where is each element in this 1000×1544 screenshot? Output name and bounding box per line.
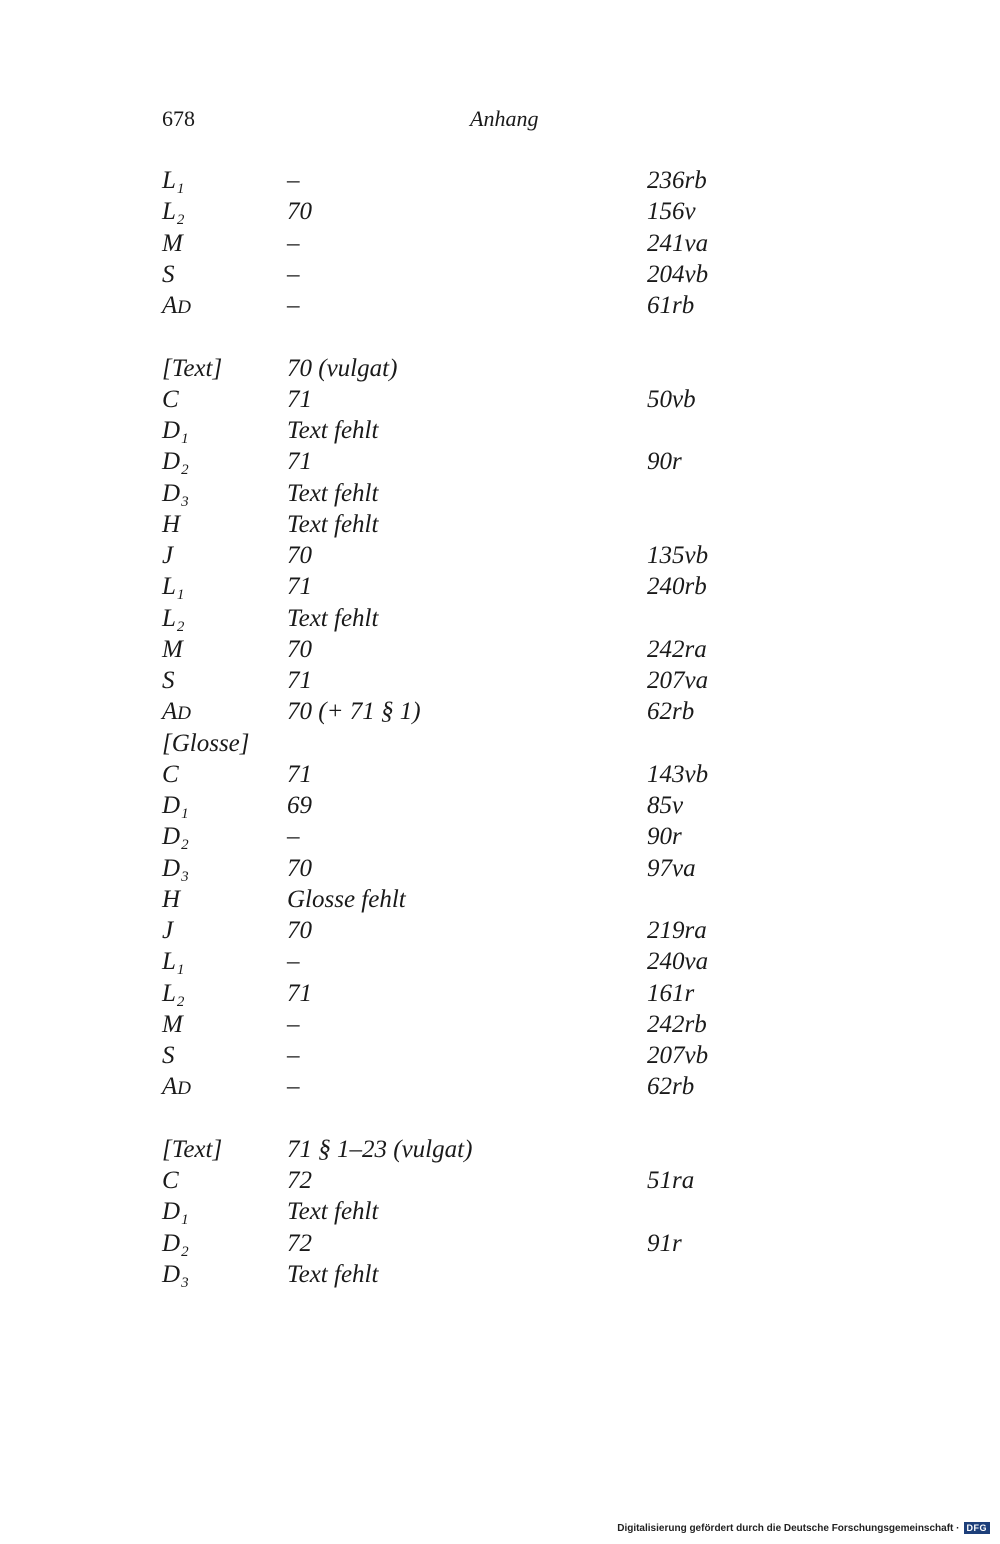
manuscript-siglum [162, 1165, 179, 1196]
concordance-row [162, 665, 862, 696]
chapter-reference: 71 [287, 448, 312, 476]
manuscript-siglum [162, 1134, 222, 1165]
manuscript-siglum [162, 978, 184, 1013]
manuscript-siglum [162, 884, 180, 915]
folio-reference: 97va [647, 854, 696, 882]
siglum-subscript: 3 [181, 1274, 189, 1291]
siglum-letter: C [162, 385, 179, 413]
section-spacer [162, 1103, 862, 1134]
chapter-reference: – [287, 292, 300, 319]
manuscript-siglum [162, 571, 184, 606]
section-spacer [162, 321, 862, 352]
chapter-reference: Text fehlt [287, 1198, 379, 1226]
concordance-row [162, 290, 862, 321]
concordance-row [162, 1165, 862, 1196]
concordance-row [162, 728, 862, 759]
siglum-letter: S [162, 1042, 175, 1069]
concordance-row [162, 696, 862, 727]
credit-text: Digitalisierung gefördert durch die Deutsche Forschungsgemeinschaft · [617, 1522, 960, 1534]
folio-reference: 61rb [647, 292, 695, 319]
manuscript-siglum [162, 290, 191, 323]
manuscript-siglum [162, 915, 173, 946]
manuscript-siglum [162, 353, 222, 384]
siglum-letter: S [162, 260, 175, 288]
manuscript-siglum [162, 946, 184, 981]
folio-reference: 90r [647, 448, 682, 476]
manuscript-siglum [162, 540, 173, 571]
manuscript-siglum [162, 228, 183, 259]
folio-reference: 156v [647, 198, 696, 226]
folio-reference: 242rb [647, 1010, 707, 1038]
folio-reference: 62rb [647, 698, 695, 726]
chapter-reference: 71 § 1–23 (vulgat) [287, 1135, 473, 1163]
siglum-subscript: 2 [176, 993, 185, 1010]
manuscript-siglum [162, 790, 189, 825]
concordance-row [162, 478, 862, 509]
chapter-reference: 70 [287, 917, 312, 944]
siglum-letter: H [162, 510, 181, 538]
manuscript-siglum [162, 165, 184, 200]
folio-reference: 236rb [647, 167, 707, 194]
siglum-subscript: 3 [181, 493, 189, 510]
chapter-reference: 70 [287, 542, 312, 569]
siglum-letter: M [162, 635, 183, 663]
manuscript-siglum [162, 384, 179, 415]
siglum-subscript: 2 [181, 1243, 189, 1260]
concordance-row [162, 259, 862, 290]
chapter-reference: 70 [287, 635, 312, 663]
manuscript-siglum [162, 509, 180, 540]
concordance-row [162, 353, 862, 384]
siglum-subscript: 1 [176, 587, 185, 604]
siglum-letter: D [162, 854, 181, 882]
siglum-letter: C [162, 760, 179, 788]
chapter-reference: 71 [287, 760, 312, 788]
digitization-credit [617, 1522, 990, 1534]
concordance-row [162, 1134, 862, 1165]
chapter-reference: 72 [287, 1229, 312, 1257]
siglum-letter: J [162, 542, 174, 569]
folio-reference: 207vb [647, 1042, 709, 1069]
siglum-letter: A [162, 698, 178, 726]
siglum-letter: C [162, 1167, 179, 1194]
dfg-logo: DFG [964, 1522, 991, 1534]
chapter-reference: – [287, 823, 300, 851]
concordance-row [162, 571, 862, 602]
concordance-row [162, 603, 862, 634]
siglum-letter: D [162, 823, 181, 851]
siglum-letter: D [162, 479, 181, 507]
concordance-row [162, 165, 862, 196]
siglum-letter: D [162, 1260, 181, 1288]
siglum-letter: J [162, 917, 174, 944]
chapter-reference: 70 (vulgat) [287, 354, 398, 382]
folio-reference: 161r [647, 979, 695, 1007]
manuscript-siglum [162, 478, 189, 513]
folio-reference: 91r [647, 1229, 682, 1257]
siglum-letter: M [162, 229, 183, 257]
siglum-letter: L [162, 979, 176, 1007]
siglum-letter: S [162, 667, 175, 694]
chapter-reference: 71 [287, 667, 312, 694]
siglum-letter: L [162, 948, 176, 976]
concordance-row [162, 915, 862, 946]
siglum-subscript: 1 [181, 1212, 189, 1229]
siglum-letter: D [162, 448, 181, 476]
siglum-letter: [Text] [162, 354, 223, 382]
siglum-subscript: 1 [181, 431, 189, 447]
chapter-reference: 69 [287, 792, 312, 819]
chapter-reference: – [287, 1010, 300, 1038]
page-header [162, 106, 842, 136]
chapter-reference: – [287, 948, 300, 976]
chapter-reference: Text fehlt [287, 479, 379, 507]
folio-reference: 219ra [647, 917, 707, 944]
folio-reference: 207va [647, 667, 709, 694]
manuscript-siglum [162, 196, 184, 231]
siglum-letter: D [162, 792, 181, 819]
chapter-reference: Text fehlt [287, 1260, 379, 1288]
siglum-small-caps: D [177, 297, 192, 318]
folio-reference: 204vb [647, 260, 709, 288]
siglum-subscript: 3 [181, 868, 189, 885]
chapter-reference: – [287, 229, 300, 257]
siglum-letter: L [162, 198, 176, 226]
chapter-reference: 71 [287, 573, 312, 601]
manuscript-siglum [162, 1071, 191, 1104]
concordance-row [162, 415, 862, 446]
manuscript-siglum [162, 759, 179, 790]
siglum-letter: L [162, 573, 176, 601]
concordance-row [162, 1071, 862, 1102]
concordance-row [162, 946, 862, 977]
chapter-reference: 72 [287, 1167, 312, 1194]
manuscript-siglum [162, 1196, 189, 1231]
siglum-subscript: 2 [181, 837, 189, 854]
folio-reference: 241va [647, 229, 709, 257]
concordance-row [162, 1228, 862, 1259]
concordance-row [162, 853, 862, 884]
siglum-subscript: 1 [176, 181, 185, 197]
manuscript-siglum [162, 1228, 189, 1263]
siglum-letter: L [162, 604, 176, 632]
siglum-small-caps: D [177, 1078, 192, 1100]
concordance-row [162, 634, 862, 665]
siglum-letter: D [162, 1198, 181, 1226]
chapter-reference: 70 (+ 71 § 1) [287, 698, 421, 726]
siglum-letter: D [162, 1229, 181, 1257]
siglum-letter: H [162, 885, 181, 913]
concordance-row [162, 884, 862, 915]
manuscript-siglum [162, 259, 175, 290]
folio-reference: 135vb [647, 542, 709, 569]
siglum-letter: A [162, 292, 178, 319]
siglum-letter: [Text] [162, 1135, 223, 1163]
siglum-subscript: 1 [181, 806, 189, 822]
manuscript-siglum [162, 603, 184, 638]
siglum-subscript: 2 [176, 618, 185, 635]
concordance-row [162, 228, 862, 259]
siglum-small-caps: D [177, 703, 192, 725]
folio-reference: 240va [647, 948, 709, 976]
manuscript-concordance-list [162, 165, 862, 1290]
page-number: 678 [162, 106, 195, 131]
siglum-letter: A [162, 1073, 178, 1101]
chapter-reference: Text fehlt [287, 604, 379, 632]
chapter-reference: Text fehlt [287, 417, 379, 444]
chapter-reference: 70 [287, 854, 312, 882]
folio-reference: 51ra [647, 1167, 695, 1194]
manuscript-siglum [162, 634, 183, 665]
concordance-row [162, 1009, 862, 1040]
siglum-subscript: 1 [176, 962, 185, 979]
folio-reference: 62rb [647, 1073, 695, 1101]
concordance-row [162, 446, 862, 477]
siglum-subscript: 2 [181, 462, 189, 479]
manuscript-siglum [162, 415, 189, 450]
folio-reference: 90r [647, 823, 682, 851]
chapter-reference: 71 [287, 979, 312, 1007]
concordance-row [162, 1259, 862, 1290]
concordance-row [162, 196, 862, 227]
concordance-row [162, 540, 862, 571]
concordance-row [162, 1196, 862, 1227]
concordance-row [162, 509, 862, 540]
chapter-reference: 70 [287, 198, 312, 226]
manuscript-siglum [162, 696, 191, 729]
concordance-row [162, 821, 862, 852]
folio-reference: 240rb [647, 573, 707, 601]
concordance-row [162, 790, 862, 821]
running-title: Anhang [470, 106, 539, 131]
siglum-letter: M [162, 1010, 183, 1038]
chapter-reference: – [287, 167, 300, 194]
manuscript-siglum [162, 446, 189, 481]
siglum-letter: L [162, 167, 176, 194]
concordance-row [162, 1040, 862, 1071]
concordance-row [162, 384, 862, 415]
chapter-reference: – [287, 1042, 300, 1069]
manuscript-siglum [162, 665, 175, 696]
manuscript-siglum [162, 821, 189, 856]
folio-reference: 85v [647, 792, 684, 819]
chapter-reference: – [287, 1073, 300, 1101]
siglum-letter: [Glosse] [162, 729, 250, 757]
manuscript-siglum [162, 1009, 183, 1040]
folio-reference: 143vb [647, 760, 709, 788]
chapter-reference: – [287, 260, 300, 288]
concordance-row [162, 759, 862, 790]
folio-reference: 242ra [647, 635, 707, 663]
chapter-reference: 71 [287, 385, 312, 413]
chapter-reference: Glosse fehlt [287, 885, 406, 913]
manuscript-siglum [162, 1040, 175, 1071]
manuscript-siglum [162, 1259, 189, 1294]
chapter-reference: Text fehlt [287, 510, 379, 538]
siglum-subscript: 2 [176, 212, 185, 229]
manuscript-siglum [162, 853, 189, 888]
siglum-letter: D [162, 417, 181, 444]
manuscript-siglum [162, 728, 250, 759]
folio-reference: 50vb [647, 385, 696, 413]
concordance-row [162, 978, 862, 1009]
